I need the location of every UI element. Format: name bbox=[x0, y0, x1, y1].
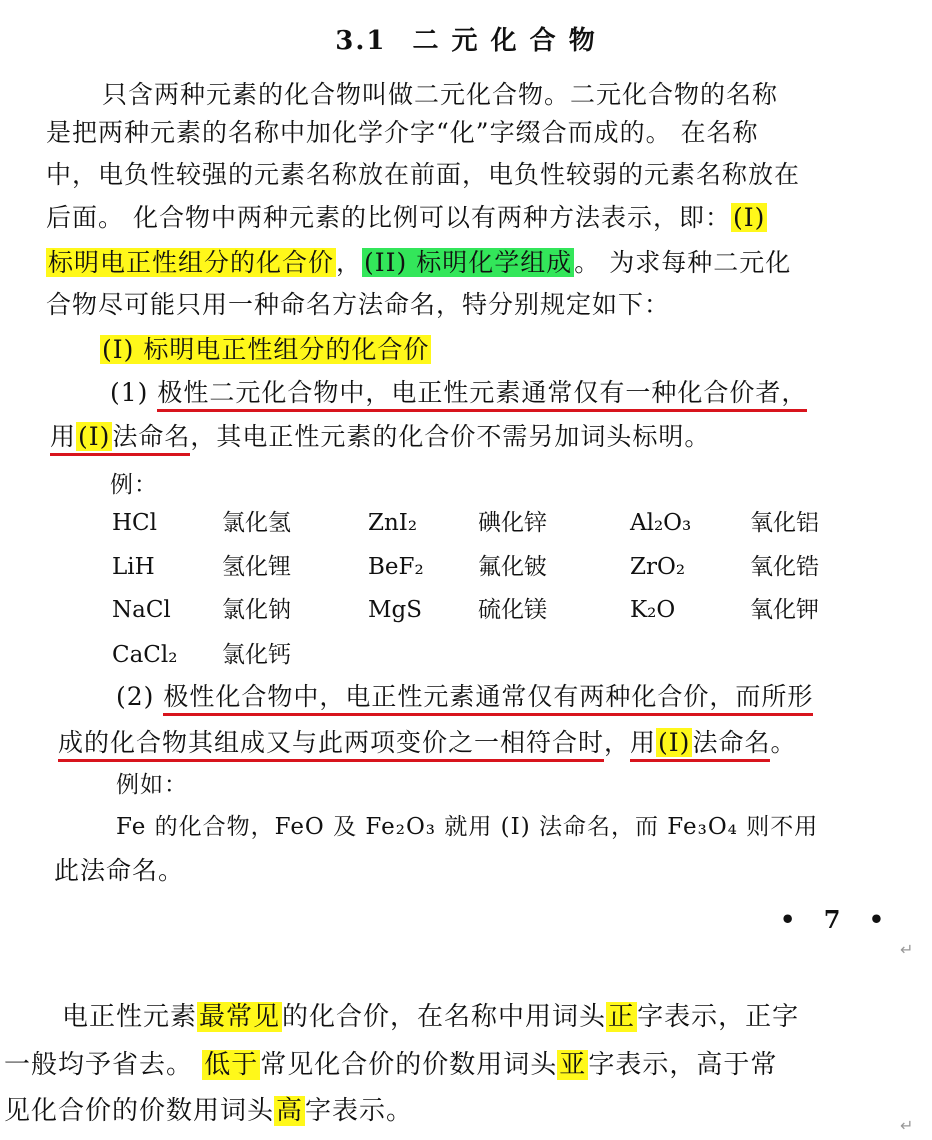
example2-line2: 此法命名。 bbox=[54, 856, 185, 885]
paragraph1-line3: 中，电负性较强的元素名称放在前面，电负性较弱的元素名称放在 bbox=[46, 160, 801, 189]
example-name: 碘化锌 bbox=[478, 510, 547, 536]
rule2-number: (2) bbox=[116, 682, 164, 711]
highlight-method-i: (I) bbox=[732, 203, 766, 232]
rule2-underlined-condition: 成的化合物其组成又与此两项变价之一相符合时 bbox=[58, 728, 604, 762]
period: 。 bbox=[770, 728, 797, 757]
rule1-number: (1) bbox=[110, 378, 158, 407]
rule1-line2 bbox=[50, 422, 710, 452]
bottom-line2-b: 常见化合价的价数用词头 bbox=[260, 1050, 558, 1080]
example-name: 氧化锆 bbox=[750, 554, 819, 580]
bottom-line2-c: 字表示，高于常 bbox=[588, 1050, 778, 1080]
bottom-line1-c: 字表示，正字 bbox=[637, 1002, 800, 1032]
bottom-line2 bbox=[4, 1050, 777, 1080]
rule1-underlined-text: 极性二元化合物中，电正性元素通常仅有一种化合价者， bbox=[157, 378, 807, 412]
paragraph1-line5 bbox=[46, 248, 791, 278]
highlight-most-common: 最常见 bbox=[199, 1002, 281, 1032]
rule1-naming: 法命名 bbox=[112, 422, 191, 451]
example-formula: ZnI₂ bbox=[368, 510, 418, 536]
rule2-underlined-method bbox=[630, 728, 770, 762]
example-name: 氧化钾 bbox=[750, 597, 819, 623]
example-formula: ZrO₂ bbox=[630, 554, 686, 580]
rule1-line2-text: ，其电正性元素的化合价不需另加词头标明。 bbox=[190, 422, 711, 451]
rule2-naming: 法命名 bbox=[692, 728, 771, 757]
example-name: 氟化铍 bbox=[478, 554, 547, 580]
highlight-gao: 高 bbox=[276, 1096, 304, 1126]
paragraph1-line2: 是把两种元素的名称中加化学介字“化”字缀合而成的。 在名称 bbox=[46, 118, 759, 147]
example-name: 氧化铝 bbox=[750, 510, 819, 536]
example-name: 氯化氢 bbox=[222, 510, 291, 536]
highlight-zheng: 正 bbox=[608, 1002, 636, 1032]
paragraph1-line5-text: 。 为求每种二元化 bbox=[574, 248, 792, 277]
rule2-underlined-text: 极性化合物中，电正性元素通常仅有两种化合价，而所形 bbox=[163, 682, 813, 716]
bottom-line1-b: 的化合价，在名称中用词头 bbox=[282, 1002, 607, 1032]
highlight-section1-heading: (I) 标明电正性组分的化合价 bbox=[102, 335, 430, 364]
bottom-line3-a: 见化合价的价数用词头 bbox=[4, 1096, 275, 1126]
rule2-line2 bbox=[58, 728, 796, 758]
highlight-electropositive-valence: 标明电正性组分的化合价 bbox=[48, 248, 335, 277]
example-formula: CaCl₂ bbox=[112, 642, 178, 668]
highlight-lower-than: 低于 bbox=[204, 1050, 259, 1080]
example-name: 硫化镁 bbox=[478, 597, 547, 623]
example-name: 氢化锂 bbox=[222, 554, 291, 580]
example-formula: MgS bbox=[368, 597, 423, 623]
page-number: • 7 • bbox=[780, 905, 895, 934]
highlight-method-ii: (II) 标明化学组成 bbox=[364, 248, 573, 277]
bottom-line1-a: 电正性元素 bbox=[62, 1002, 198, 1032]
paragraph-return-icon: ↵ bbox=[900, 1116, 914, 1135]
rule1-line1 bbox=[110, 378, 807, 408]
rule2-line1 bbox=[116, 682, 813, 712]
example-formula: NaCl bbox=[112, 597, 171, 623]
rule1-underlined-method bbox=[50, 422, 190, 456]
example-formula: Al₂O₃ bbox=[630, 510, 692, 536]
section-title-text: 二 元 化 合 物 bbox=[412, 26, 597, 56]
paragraph1-line6: 合物尽可能只用一种命名方法命名，特分别规定如下： bbox=[46, 290, 671, 319]
example-formula: LiH bbox=[112, 554, 155, 580]
comma: ， bbox=[604, 728, 631, 757]
example-label: 例： bbox=[110, 472, 158, 498]
bottom-line3-b: 字表示。 bbox=[305, 1096, 414, 1126]
paragraph1-line1: 只含两种元素的化合物叫做二元化合物。二元化合物的名称 bbox=[102, 80, 779, 109]
paragraph1-line4 bbox=[46, 203, 767, 233]
example-formula: K₂O bbox=[630, 597, 676, 623]
bottom-line2-a: 一般均予省去。 bbox=[4, 1050, 203, 1080]
example-name: 氯化钙 bbox=[222, 642, 291, 668]
highlight-ya: 亚 bbox=[559, 1050, 587, 1080]
highlight-rule2-method: (I) bbox=[658, 728, 691, 757]
example-formula: BeF₂ bbox=[368, 554, 424, 580]
example-name: 氯化钠 bbox=[222, 597, 291, 623]
rule1-use: 用 bbox=[50, 422, 77, 451]
section1-heading bbox=[100, 335, 431, 365]
example2-line1: Fe 的化合物，FeO 及 Fe₂O₃ 就用 (I) 法命名，而 Fe₃O₄ 则不用 bbox=[116, 814, 819, 840]
rule2-use: 用 bbox=[630, 728, 657, 757]
paragraph1-line4-text: 后面。 化合物中两种元素的比例可以有两种方法表示，即： bbox=[46, 203, 731, 232]
section-number: 3.1 bbox=[335, 26, 387, 56]
example2-label: 例如： bbox=[116, 772, 188, 798]
highlight-rule1-method: (I) bbox=[78, 422, 111, 451]
bottom-line3 bbox=[4, 1096, 413, 1126]
bottom-line1 bbox=[62, 1002, 799, 1032]
comma: ， bbox=[336, 248, 363, 277]
example-formula: HCl bbox=[112, 510, 158, 536]
paragraph-return-icon: ↵ bbox=[900, 940, 914, 959]
section-title bbox=[0, 20, 932, 57]
